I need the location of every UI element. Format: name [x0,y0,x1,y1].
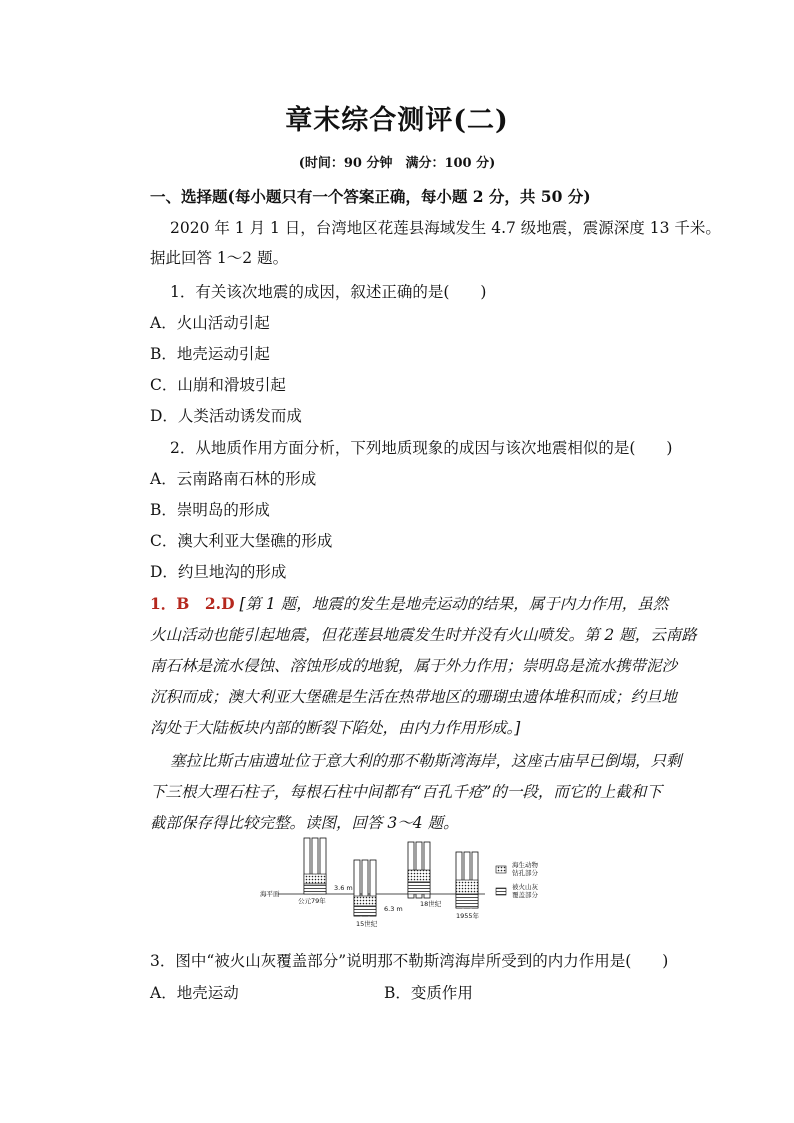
legend-label: 覆盖部分 [512,891,538,899]
era-label: 18世纪 [420,900,442,908]
intro-line: 截部保存得比较完整。读图，回答 3～4 题。 [150,814,459,832]
column-group-15c [354,860,376,916]
depth-label: 6.3 m [384,905,403,913]
section-heading: 一、选择题(每小题只有一个答案正确，每小题 2 分，共 50 分) [150,187,591,206]
q1-option-d: D．人类活动诱发而成 [150,407,302,425]
explanation-text: 火山活动也能引起地震，但花莲县地震发生时并没有火山喷发。第 2 题，云南路 [150,626,697,644]
explanation-text: 沉积而成；澳大利亚大堡礁是生活在热带地区的珊瑚虫遗体堆积而成；约旦地 [150,688,678,706]
question-3-stem: 3．图中“被火山灰覆盖部分”说明那不勒斯湾海岸所受到的内力作用是( ) [150,952,669,970]
column-group-18c [408,842,430,898]
era-label: 15世纪 [356,920,378,928]
intro-line: 据此回答 1～2 题。 [150,249,289,267]
legend-label: 被火山灰 [512,883,538,891]
q3-option-b: B．变质作用 [384,984,473,1002]
era-label: 公元79年 [298,897,326,905]
depth-label: 3.6 m [334,884,353,892]
q2-option-b: B．崇明岛的形成 [150,501,270,519]
q1-option-b: B．地壳运动引起 [150,345,270,363]
explanation-text: 沟处于大陆板块内部的断裂下陷处，由内力作用形成。] [150,719,521,737]
q2-option-a: A．云南路南石林的形成 [150,470,317,488]
column-group-1955 [456,852,478,908]
q3-option-a: A．地壳运动 [150,984,239,1002]
legend-holes-swatch [496,866,506,873]
q2-option-d: D．约旦地沟的形成 [150,563,287,581]
sea-level-label: 海平面 [260,890,280,898]
legend-ash-swatch [496,888,506,895]
page-title: 章末综合测评(二) [285,105,509,136]
q1-option-a: A．火山活动引起 [150,314,270,332]
column-group-79 [304,838,326,894]
intro-line: 塞拉比斯古庙遗址位于意大利的那不勒斯湾海岸，这座古庙早已倒塌，只剩 [170,752,682,770]
q2-option-c: C．澳大利亚大堡礁的形成 [150,532,333,550]
answer-key: 1．B 2.D [150,594,235,613]
era-label: 1955年 [456,912,480,920]
answer-line [150,592,668,614]
intro-line: 下三根大理石柱子，每根石柱中间都有“百孔千疮”的一段，而它的上截和下 [150,783,662,801]
legend-label: 钻孔部分 [512,869,538,877]
question-2-stem: 2．从地质作用方面分析，下列地质现象的成因与该次地震相似的是( ) [170,439,673,457]
q1-option-c: C．山崩和滑坡引起 [150,376,286,394]
explanation-text: 南石林是流水侵蚀、溶蚀形成的地貌，属于外力作用；崇明岛是流水携带泥沙 [150,657,678,675]
question-1-stem: 1．有关该次地震的成因，叙述正确的是( ) [170,283,487,301]
legend-label: 海生动物 [512,861,538,869]
exam-info: (时间：90 分钟 满分：100 分) [298,156,496,171]
explanation-text: [第 1 题，地震的发生是地壳运动的结果，属于内力作用，虽然 [239,595,669,613]
intro-line: 2020 年 1 月 1 日，台湾地区花莲县海域发生 4.7 级地震，震源深度 13 千米。 [170,219,721,237]
temple-columns-figure [260,836,560,928]
